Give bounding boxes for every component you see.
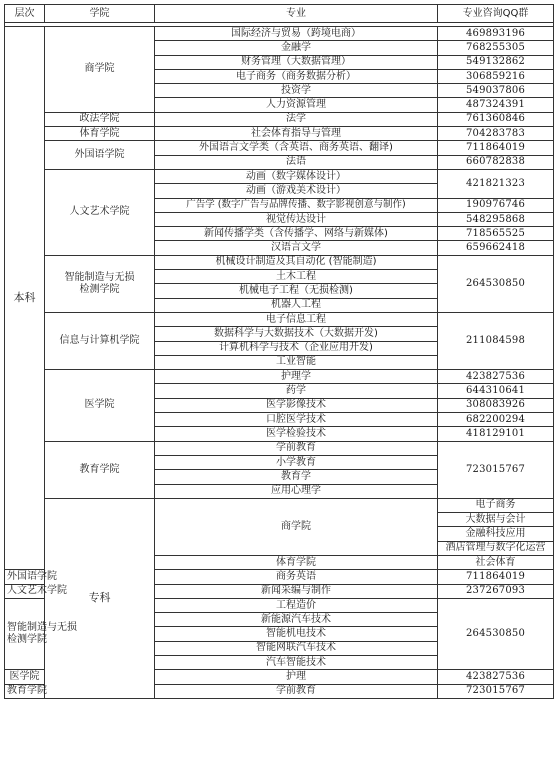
major-cell: 汽车智能技术 bbox=[155, 656, 438, 670]
major-cell: 大数据与会计 bbox=[438, 513, 554, 527]
qq-cell: 190976746 bbox=[438, 198, 554, 212]
qq-cell: 682200294 bbox=[438, 413, 554, 427]
major-cell: 汉语言文学 bbox=[155, 241, 438, 255]
qq-cell: 761360846 bbox=[438, 112, 554, 126]
major-cell: 商务英语 bbox=[155, 570, 438, 584]
qq-cell: 718565525 bbox=[438, 227, 554, 241]
college-cell: 信息与计算机学院 bbox=[45, 312, 155, 369]
major-cell: 工程造价 bbox=[155, 598, 438, 612]
level-zhuanke: 专科 bbox=[45, 498, 155, 698]
qq-cell: 306859216 bbox=[438, 69, 554, 83]
college-cell: 医学院 bbox=[5, 670, 45, 684]
table-row bbox=[5, 169, 554, 183]
major-cell: 动画（游戏美术设计） bbox=[155, 184, 438, 198]
qq-cell: 704283783 bbox=[438, 127, 554, 141]
major-cell: 法学 bbox=[155, 112, 438, 126]
major-cell: 机器人工程 bbox=[155, 298, 438, 312]
qq-cell: 660782838 bbox=[438, 155, 554, 169]
header-level: 层次 bbox=[5, 5, 45, 23]
college-line: 检测学院 bbox=[79, 283, 120, 295]
major-cell: 智能机电技术 bbox=[155, 627, 438, 641]
major-cell: 小学教育 bbox=[155, 455, 438, 469]
major-cell: 医学影像技术 bbox=[155, 398, 438, 412]
major-cell: 工业智能 bbox=[155, 355, 438, 369]
table-row bbox=[5, 112, 554, 126]
major-cell: 广告学 (数字广告与品牌传播、数字影视创意与制作) bbox=[155, 198, 438, 212]
major-cell: 国际经济与贸易（跨境电商） bbox=[155, 27, 438, 41]
qq-cell: 548295868 bbox=[438, 212, 554, 226]
major-cell: 酒店管理与数字化运营 bbox=[438, 541, 554, 555]
header-row bbox=[5, 5, 554, 23]
college-cell: 体育学院 bbox=[155, 555, 438, 569]
table-row bbox=[5, 255, 554, 269]
major-cell: 口腔医学技术 bbox=[155, 413, 438, 427]
major-cell: 智能网联汽车技术 bbox=[155, 641, 438, 655]
college-cell: 商学院 bbox=[155, 498, 438, 555]
college-cell bbox=[5, 598, 77, 669]
qq-cell: 487324391 bbox=[438, 98, 554, 112]
qq-cell: 711864019 bbox=[438, 141, 554, 155]
major-cell: 财务管理（大数据管理） bbox=[155, 55, 438, 69]
major-cell: 新闻传播学类（含传播学、网络与新媒体) bbox=[155, 227, 438, 241]
major-cell: 机械电子工程（无损检测) bbox=[155, 284, 438, 298]
qq-cell: 308083926 bbox=[438, 398, 554, 412]
college-cell: 教育学院 bbox=[45, 441, 155, 498]
major-cell: 外国语言文学类（含英语、商务英语、翻译) bbox=[155, 141, 438, 155]
college-line: 检测学院 bbox=[7, 634, 47, 646]
major-cell: 学前教育 bbox=[155, 684, 438, 698]
table-row bbox=[5, 127, 554, 141]
major-cell: 法语 bbox=[155, 155, 438, 169]
college-line: 智能制造与无损 bbox=[7, 622, 77, 634]
table-row bbox=[5, 27, 554, 41]
college-cell: 医学院 bbox=[45, 370, 155, 441]
qq-cell: 264530850 bbox=[438, 255, 554, 312]
qq-cell: 549132862 bbox=[438, 55, 554, 69]
major-cell: 电子信息工程 bbox=[155, 312, 438, 326]
major-cell: 投资学 bbox=[155, 84, 438, 98]
qq-cell: 723015767 bbox=[438, 684, 554, 698]
qq-cell: 211084598 bbox=[438, 312, 554, 369]
major-cell: 视觉传达设计 bbox=[155, 212, 438, 226]
major-cell: 药学 bbox=[155, 384, 438, 398]
major-cell: 机械设计制造及其自动化 (智能制造) bbox=[155, 255, 438, 269]
major-cell: 金融科技应用 bbox=[438, 527, 554, 541]
college-cell: 体育学院 bbox=[45, 127, 155, 141]
major-cell: 护理学 bbox=[155, 370, 438, 384]
college-cell: 商学院 bbox=[45, 27, 155, 113]
major-cell: 电子商务 bbox=[438, 498, 554, 512]
table-row bbox=[5, 498, 554, 512]
major-cell: 新能源汽车技术 bbox=[155, 613, 438, 627]
college-cell: 外国语学院 bbox=[5, 570, 45, 584]
qq-cell: 644310641 bbox=[438, 384, 554, 398]
major-cell: 教育学 bbox=[155, 470, 438, 484]
major-cell: 金融学 bbox=[155, 41, 438, 55]
major-cell: 应用心理学 bbox=[155, 484, 438, 498]
qq-cell: 768255305 bbox=[438, 41, 554, 55]
college-cell: 人文艺术学院 bbox=[5, 584, 45, 598]
major-cell: 新闻采编与制作 bbox=[155, 584, 438, 598]
major-cell: 社会体育指导与管理 bbox=[155, 127, 438, 141]
qq-cell: 711864019 bbox=[438, 570, 554, 584]
header-college: 学院 bbox=[45, 5, 155, 23]
major-cell: 医学检验技术 bbox=[155, 427, 438, 441]
major-cell: 土木工程 bbox=[155, 270, 438, 284]
header-qq: 专业咨询QQ群 bbox=[438, 5, 554, 23]
college-cell bbox=[45, 255, 155, 312]
qq-cell: 421821323 bbox=[438, 169, 554, 198]
college-cell: 政法学院 bbox=[45, 112, 155, 126]
college-cell: 人文艺术学院 bbox=[45, 169, 155, 255]
table-row bbox=[5, 141, 554, 155]
level-benke: 本科 bbox=[5, 27, 45, 570]
major-cell: 电子商务（商务数据分析） bbox=[155, 69, 438, 83]
qq-cell: 237267093 bbox=[438, 584, 554, 598]
major-cell: 计算机科学与技术（企业应用开发) bbox=[155, 341, 438, 355]
qq-cell: 549037806 bbox=[438, 84, 554, 98]
qq-cell: 423827536 bbox=[438, 670, 554, 684]
college-cell: 教育学院 bbox=[5, 684, 45, 698]
college-cell: 外国语学院 bbox=[45, 141, 155, 170]
table-row bbox=[5, 312, 554, 326]
table-row bbox=[5, 441, 554, 455]
qq-cell: 418129101 bbox=[438, 427, 554, 441]
major-cell: 人力资源管理 bbox=[155, 98, 438, 112]
major-cell: 数据科学与大数据技术（大数据开发) bbox=[155, 327, 438, 341]
qq-cell: 469893196 bbox=[438, 27, 554, 41]
header-major: 专业 bbox=[155, 5, 438, 23]
qq-cell: 264530850 bbox=[438, 598, 554, 669]
major-cell: 学前教育 bbox=[155, 441, 438, 455]
college-line: 智能制造与无损 bbox=[64, 271, 135, 283]
major-cell: 社会体育 bbox=[438, 555, 554, 569]
major-cell: 动画（数字媒体设计） bbox=[155, 169, 438, 183]
qq-cell: 723015767 bbox=[438, 441, 554, 498]
major-cell: 护理 bbox=[155, 670, 438, 684]
table-row bbox=[5, 370, 554, 384]
qq-cell: 659662418 bbox=[438, 241, 554, 255]
qq-cell: 423827536 bbox=[438, 370, 554, 384]
major-qq-table bbox=[4, 4, 554, 699]
